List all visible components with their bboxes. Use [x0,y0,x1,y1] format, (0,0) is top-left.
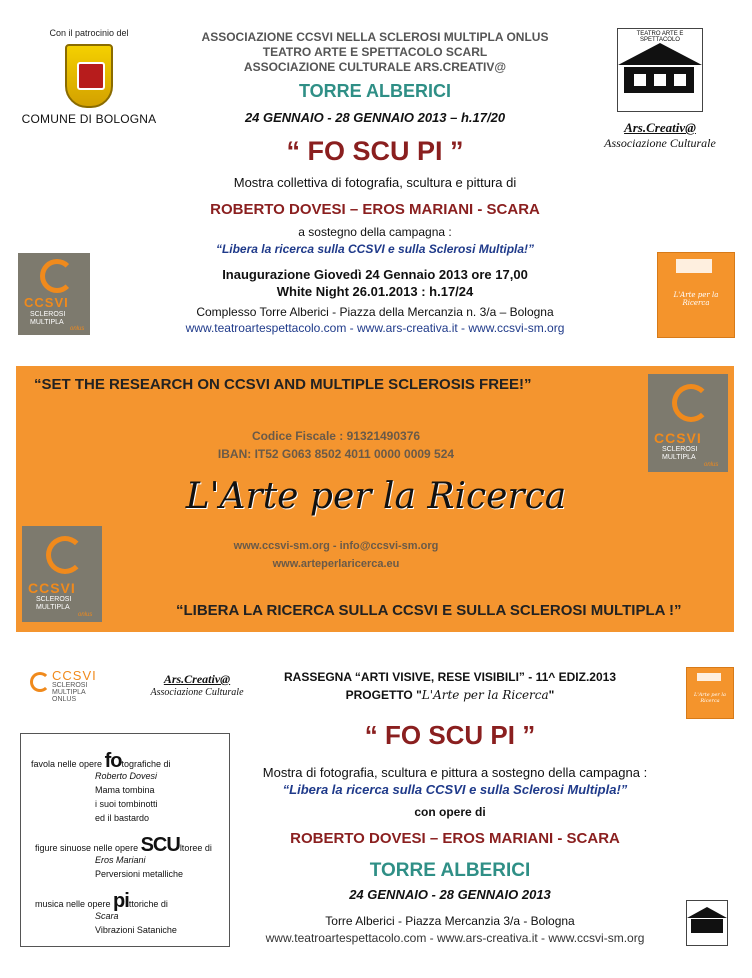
bologna-crest-icon [65,44,113,108]
fundraising-band [16,366,734,632]
progetto-line: PROGETTO "L'Arte per la Ricerca" [345,688,555,702]
band-headline-it: “LIBERA LA RICERCA SULLA CCSVI E SULLA SCLEROSI MULTIPLA !” [176,602,682,619]
poem-line: Scara [95,911,119,921]
band-site[interactable]: www.arteperlaricerca.eu [272,558,400,570]
comune-label: COMUNE DI BOLOGNA [21,112,157,126]
ccsvi-swirl-icon [40,259,74,293]
poem-line: i suoi tombinotti [95,799,158,809]
bottom-address: Torre Alberici - Piazza Mercanzia 3/a - Bologna [325,914,575,928]
arte-ricerca-card-bottom [686,667,734,719]
top-address: Complesso Torre Alberici - Piazza della Mercanzia n. 3/a – Bologna [196,305,554,319]
organizer-line: TEATRO ARTE E SPETTACOLO SCARL [262,45,488,59]
top-dates: 24 GENNAIO - 28 GENNAIO 2013 – h.17/20 [244,110,506,125]
top-subtitle: Mostra collettiva di fotografia, scultura e pittura di [233,175,517,190]
poem-line: Vibrazioni Sataniche [95,925,177,935]
band-contacts[interactable]: www.ccsvi-sm.org - info@ccsvi-sm.org [233,540,439,552]
ccsvi-logo-small [30,668,116,703]
bottom-links[interactable]: www.teatroartespettacolo.com - www.ars-creativa.it - www.ccsvi-sm.org [265,931,645,945]
rassegna-line: RASSEGNA “ARTI VISIVE, RESE VISIBILI” - 11^ EDIZ.2013 [284,670,616,684]
top-venue: TORRE ALBERICI [298,81,451,101]
ccsvi-swirl-icon [46,536,84,574]
band-script-title: L'Arte per la Ricerca [185,476,567,517]
card-logo-icon [676,259,712,273]
top-support: a sostegno della campagna : [298,225,452,239]
ars-logo-bottom [150,672,244,698]
ccsvi-onlus: onlus [704,462,719,468]
bottom-title: “ FO SCU PI ” [364,720,536,750]
bottom-subtitle: Mostra di fotografia, scultura e pittura a sostegno della campagna : [262,765,648,780]
ccsvi-logo-band-left [22,526,102,622]
organizer-line: ASSOCIAZIONE CCSVI NELLA SCLEROSI MULTIPLA ONLUS [201,30,549,44]
theatre-logo-small-icon [686,900,728,946]
bottom-artists: ROBERTO DOVESI – EROS MARIANI - SCARA [290,830,620,847]
ccsvi-onlus: onlus [78,612,93,618]
ccsvi-sub: SCLEROSI MULTIPLA ONLUS [52,682,88,703]
ccsvi-swirl-icon [672,384,710,422]
con-opere: con opere di [414,805,486,819]
top-title: “ FO SCU PI ” [286,136,464,166]
patronage-label: Con il patrocinio del [49,28,129,38]
organizer-line: ASSOCIAZIONE CULTURALE ARS.CREATIV@ [243,60,507,74]
top-campaign: “Libera la ricerca sulla CCSVI e sulla Sclerosi Multipla!” [215,242,535,256]
poem-line: Eros Mariani [95,855,146,865]
bottom-dates: 24 GENNAIO - 28 GENNAIO 2013 [349,887,551,902]
poem-line: ed il bastardo [95,813,150,823]
poem-line: figure sinuose nelle opere SCUltoree di [35,834,212,856]
codice-fiscale: Codice Fiscale : 91321490376 [251,429,421,443]
top-inauguration: Inaugurazione Giovedì 24 Gennaio 2013 ore 17,00 [222,267,528,282]
top-links[interactable]: www.teatroartespettacolo.com - www.ars-creativa.it - www.ccsvi-sm.org [185,321,565,335]
ccsvi-onlus: onlus [70,326,85,332]
ccsvi-swirl-icon [30,672,50,692]
poem-box [20,733,230,947]
ccsvi-word: CCSVI [654,430,702,446]
top-artists: ROBERTO DOVESI – EROS MARIANI - SCARA [210,201,540,218]
theatre-logo-icon [617,28,703,112]
ccsvi-sub: SCLEROSI MULTIPLA [30,311,66,326]
poem-line: Perversioni metalliche [95,869,184,879]
ars-creativa-sub: Associazione Culturale [604,136,716,150]
ccsvi-word: CCSVI [24,295,69,310]
ars-sub-bottom: Associazione Culturale [150,687,244,698]
iban: IBAN: IT52 G063 8502 4011 0000 0009 524 [217,447,455,461]
top-white-night: White Night 26.01.2013 : h.17/24 [276,284,474,299]
ars-name-bottom: Ars.Creativ@ [163,672,231,686]
ccsvi-sub: SCLEROSI MULTIPLA [662,446,698,461]
poem-line: Roberto Dovesi [95,771,158,781]
card-text: L'Arte per la Ricerca [673,291,719,307]
card-logo-icon [697,673,721,681]
card-text: L'Arte per la Ricerca [694,692,726,704]
bottom-campaign: “Libera la ricerca sulla CCSVI e sulla Sclerosi Multipla!” [282,782,628,797]
bottom-venue: TORRE ALBERICI [369,860,531,881]
ccsvi-logo-band-right [648,374,728,472]
poem-line: favola nelle opere fotografiche di [31,750,171,772]
ccsvi-word: CCSVI [52,668,97,683]
ars-creativa-name: Ars.Creativ@ [624,120,696,135]
ccsvi-logo-top [18,253,90,335]
comune-di-bologna-logo [14,28,164,148]
organizers-block [165,30,585,75]
theatre-caption: TEATRO ARTE E SPETTACOLO [636,31,684,43]
ccsvi-word: CCSVI [28,580,76,596]
band-headline-en: “SET THE RESEARCH ON CCSVI AND MULTIPLE SCLEROSIS FREE!” [34,376,532,393]
poem-line: musica nelle opere pittoriche di [35,890,168,912]
progetto-script: L'Arte per la Ricerca [421,688,549,702]
poem-line: Mama tombina [95,785,155,795]
arte-ricerca-card-top [657,252,735,338]
ccsvi-sub: SCLEROSI MULTIPLA [36,596,72,611]
theatre-and-ars-logos [590,28,730,160]
